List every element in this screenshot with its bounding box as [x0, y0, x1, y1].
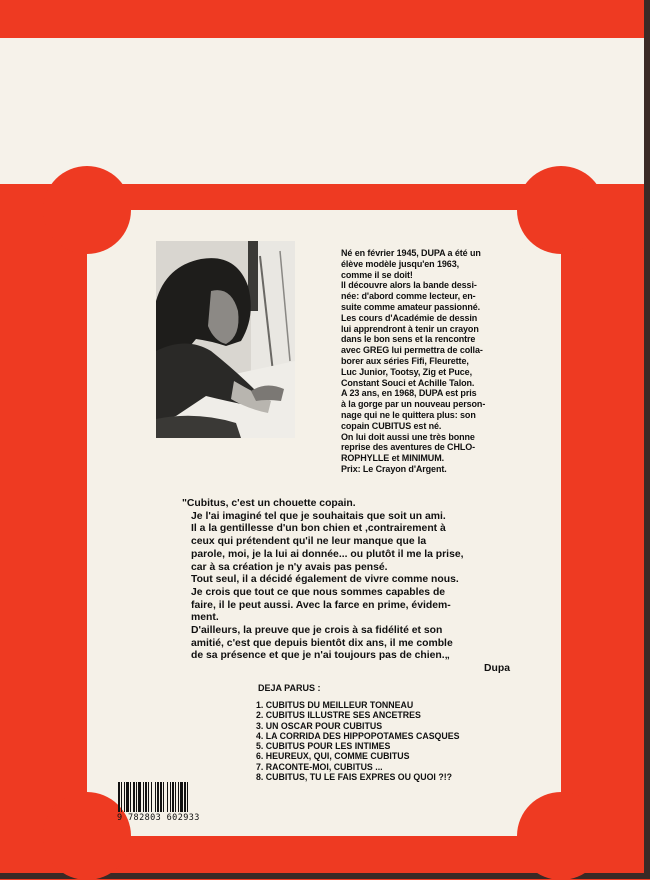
- quote-line: de sa présence et que je n'ai toujours pas de chien.„: [191, 650, 450, 662]
- barcode-bar: [121, 782, 122, 812]
- barcode-bar: [118, 782, 120, 812]
- quote-line: "Cubitus, c'est un chouette copain.: [182, 498, 356, 509]
- barcode-bar: [124, 782, 125, 812]
- barcode-bar: [151, 782, 152, 812]
- barcode-bar: [136, 782, 137, 812]
- panel-corner-top-right: [517, 166, 605, 254]
- cover-right-edge: [644, 0, 650, 879]
- barcode-bar: [175, 782, 176, 812]
- quote-line: Je crois que tout ce que nous sommes capables de: [191, 586, 446, 598]
- barcode-bar: [155, 782, 156, 812]
- bio-line: copain CUBITUS est né.: [341, 420, 442, 431]
- isbn-barcode: [117, 782, 207, 826]
- barcode-bar: [130, 782, 131, 812]
- panel-corner-top-left: [43, 166, 131, 254]
- barcode-bar: [133, 782, 135, 812]
- bio-line: dans le bon sens et la rencontre: [341, 334, 476, 345]
- bio-line: A 23 ans, en 1968, DUPA est pris: [341, 388, 477, 399]
- quote-line: Tout seul, il a décidé également de vivre comme nous.: [191, 574, 459, 586]
- panel-corner-bottom-right: [517, 792, 605, 880]
- book-list-item: 4. LA CORRIDA DES HIPPOPOTAMES CASQUES: [256, 730, 460, 741]
- book-list-item: 3. UN OSCAR POUR CUBITUS: [256, 720, 383, 731]
- quote-line: amitié, c'est que depuis bientôt dix ans, il me comble: [191, 637, 453, 649]
- barcode-bar: [163, 782, 164, 812]
- barcode-bar: [172, 782, 174, 812]
- quote-line: D'ailleurs, la preuve que je crois à sa fidélité et son: [191, 625, 443, 637]
- bio-line: reprise des aventures de CHLO-: [341, 442, 476, 453]
- quote-line: parole, moi, je la lui ai donnée... ou plutôt il me la prise,: [191, 548, 464, 560]
- barcode-number: 9 782803 602933: [117, 813, 200, 823]
- bio-line: élève modèle jusqu'en 1963,: [341, 258, 459, 269]
- bio-line: Les cours d'Académie de dessin: [341, 312, 478, 323]
- book-list-item: 1. CUBITUS DU MEILLEUR TONNEAU: [256, 700, 414, 710]
- barcode-bar: [178, 782, 179, 812]
- bio-line: Il découvre alors la bande dessi-: [341, 280, 477, 291]
- book-list-item: 2. CUBITUS ILLUSTRE SES ANCETRES: [256, 710, 421, 721]
- barcode-bar: [187, 782, 188, 812]
- bio-line: née: d'abord comme lecteur, en-: [341, 291, 476, 302]
- bio-line: lui apprendront à tenir un crayon: [341, 323, 479, 334]
- bio-line: Luc Junior, Tootsy, Zig et Puce,: [341, 366, 472, 377]
- already-published-list: [256, 700, 460, 782]
- bio-line: suite comme amateur passionné.: [341, 301, 481, 312]
- barcode-bar: [126, 782, 129, 812]
- bio-line: nage qui ne le quittera plus: son: [341, 409, 476, 420]
- bio-line: ROPHYLLE et MINIMUM.: [341, 453, 444, 464]
- back-cover-panel: [87, 210, 561, 836]
- book-list-item: 7. RACONTE-MOI, CUBITUS ...: [256, 761, 383, 772]
- barcode-bar: [167, 782, 168, 812]
- bio-line: Constant Souci et Achille Talon.: [341, 377, 475, 388]
- quote-line: car à sa création je n'y avais pas pensé.: [191, 561, 388, 573]
- barcode-bar: [160, 782, 162, 812]
- bio-line: On lui doit aussi une très bonne: [341, 431, 475, 442]
- barcode-bar: [148, 782, 149, 812]
- quote-line: Je l'ai imaginé tel que je souhaitais que soit un ami.: [191, 510, 446, 522]
- bio-line: à la gorge par un nouveau person-: [341, 399, 486, 410]
- quote-line: faire, il le peut aussi. Avec la farce en prime, évidem-: [191, 599, 451, 611]
- quote-line: Il a la gentillesse d'un bon chien et ,contrairement à: [191, 523, 446, 535]
- bio-line: Prix: Le Crayon d'Argent.: [341, 463, 447, 474]
- bio-line: borer aux séries Fifi, Fleurette,: [341, 355, 469, 366]
- barcode-bar: [138, 782, 141, 812]
- barcode-bar: [170, 782, 171, 812]
- book-list-item: 6. HEUREUX, QUI, COMME CUBITUS: [256, 751, 410, 762]
- barcode-bars: [117, 782, 207, 812]
- barcode-bar: [157, 782, 159, 812]
- quote-signature: Dupa: [484, 663, 510, 675]
- bio-line: avec GREG lui permettra de colla-: [341, 345, 483, 356]
- bio-line: comme il se doit!: [341, 269, 413, 280]
- barcode-bar: [143, 782, 144, 812]
- cover-top-band: [0, 38, 650, 184]
- barcode-bar: [184, 782, 186, 812]
- quote-line: ceux qui prétendent qu'il ne leur manque que la: [191, 536, 427, 548]
- author-quote: [182, 498, 532, 676]
- bio-line: Né en février 1945, DUPA a été un: [341, 248, 481, 258]
- quote-line: ment.: [191, 612, 219, 624]
- author-photo: [156, 241, 295, 438]
- barcode-bar: [145, 782, 147, 812]
- book-list-item: 8. CUBITUS, TU LE FAIS EXPRES OU QUOI ?!?: [256, 772, 452, 783]
- author-biography: [341, 248, 511, 475]
- already-published-title: DEJA PARUS :: [258, 683, 321, 693]
- barcode-bar: [180, 782, 183, 812]
- book-list-item: 5. CUBITUS POUR LES INTIMES: [256, 741, 391, 752]
